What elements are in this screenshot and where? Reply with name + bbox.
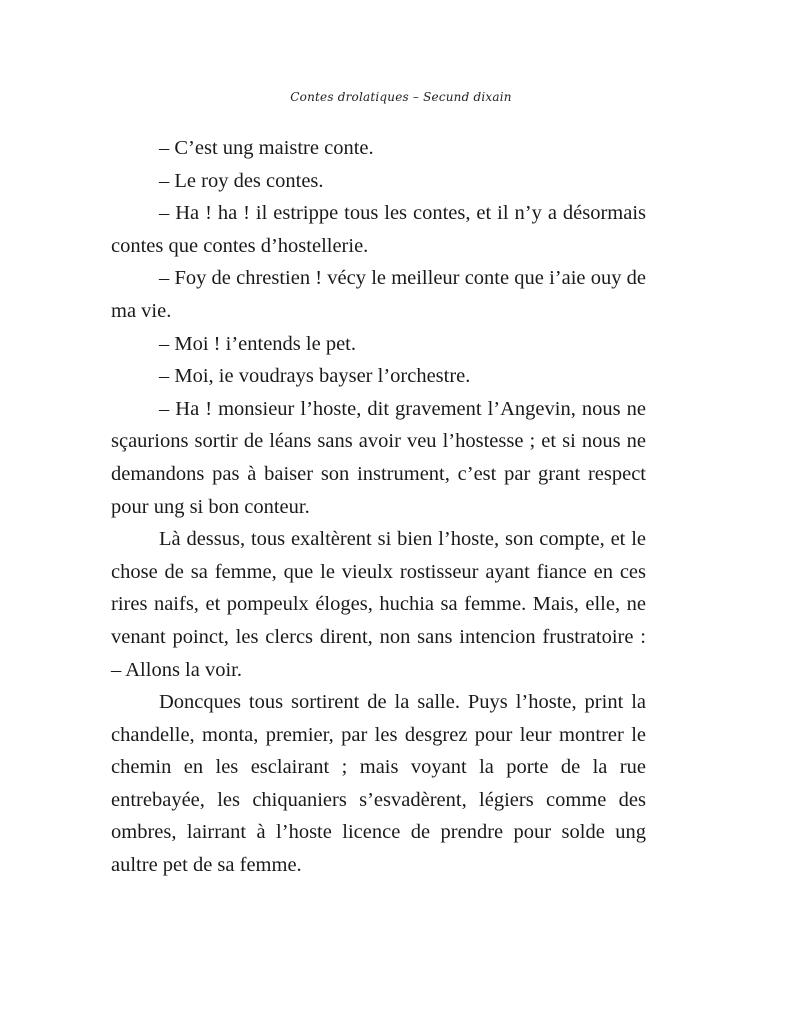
running-header: Contes drolatiques – Secund dixain — [290, 90, 512, 104]
paragraph: – Ha ! monsieur l’hoste, dit gravement l’Angevin, nous ne sçaurions sortir de léans sans avoir veu l’hostesse ; et si nous ne demandons pas à baiser son instrument, c’est par grant respect pour ung si bon conteur. — [111, 397, 646, 518]
paragraph: Là dessus, tous exaltèrent si bien l’hoste, son compte, et le chose de sa femme, que le vieulx rostisseur ayant fiance en ces rires naifs, et pompeulx éloges, huchia sa femme. Mais, elle, ne venant poinct, les clercs dirent, non sans intencion frustratoire : – Allons la voir. — [111, 528, 646, 681]
paragraph: Doncques tous sortirent de la salle. Puys l’hoste, print la chandelle, monta, premier, par les desgrez pour leur montrer le chemin en les esclairant ; mais voyant la porte de la rue entrebayée, les chiquaniers s’esvadèrent, légiers comme des ombres, lairrant à l’hoste licence de prendre pour solde ung aultre pet de sa femme. — [111, 691, 646, 877]
paragraph: – Le roy des contes. — [159, 169, 324, 192]
paragraph: – Moi ! i’entends le pet. — [159, 332, 356, 355]
paragraph: – Moi, ie voudrays bayser l’orchestre. — [159, 365, 471, 388]
paragraph: – Ha ! ha ! il estrippe tous les contes, et il n’y a désormais contes que contes d’hostellerie. — [111, 202, 646, 257]
paragraph: – Foy de chrestien ! vécy le meilleur conte que i’aie ouy de ma vie. — [111, 267, 646, 322]
paragraph: – C’est ung maistre conte. — [159, 137, 374, 159]
body-text — [111, 132, 646, 882]
